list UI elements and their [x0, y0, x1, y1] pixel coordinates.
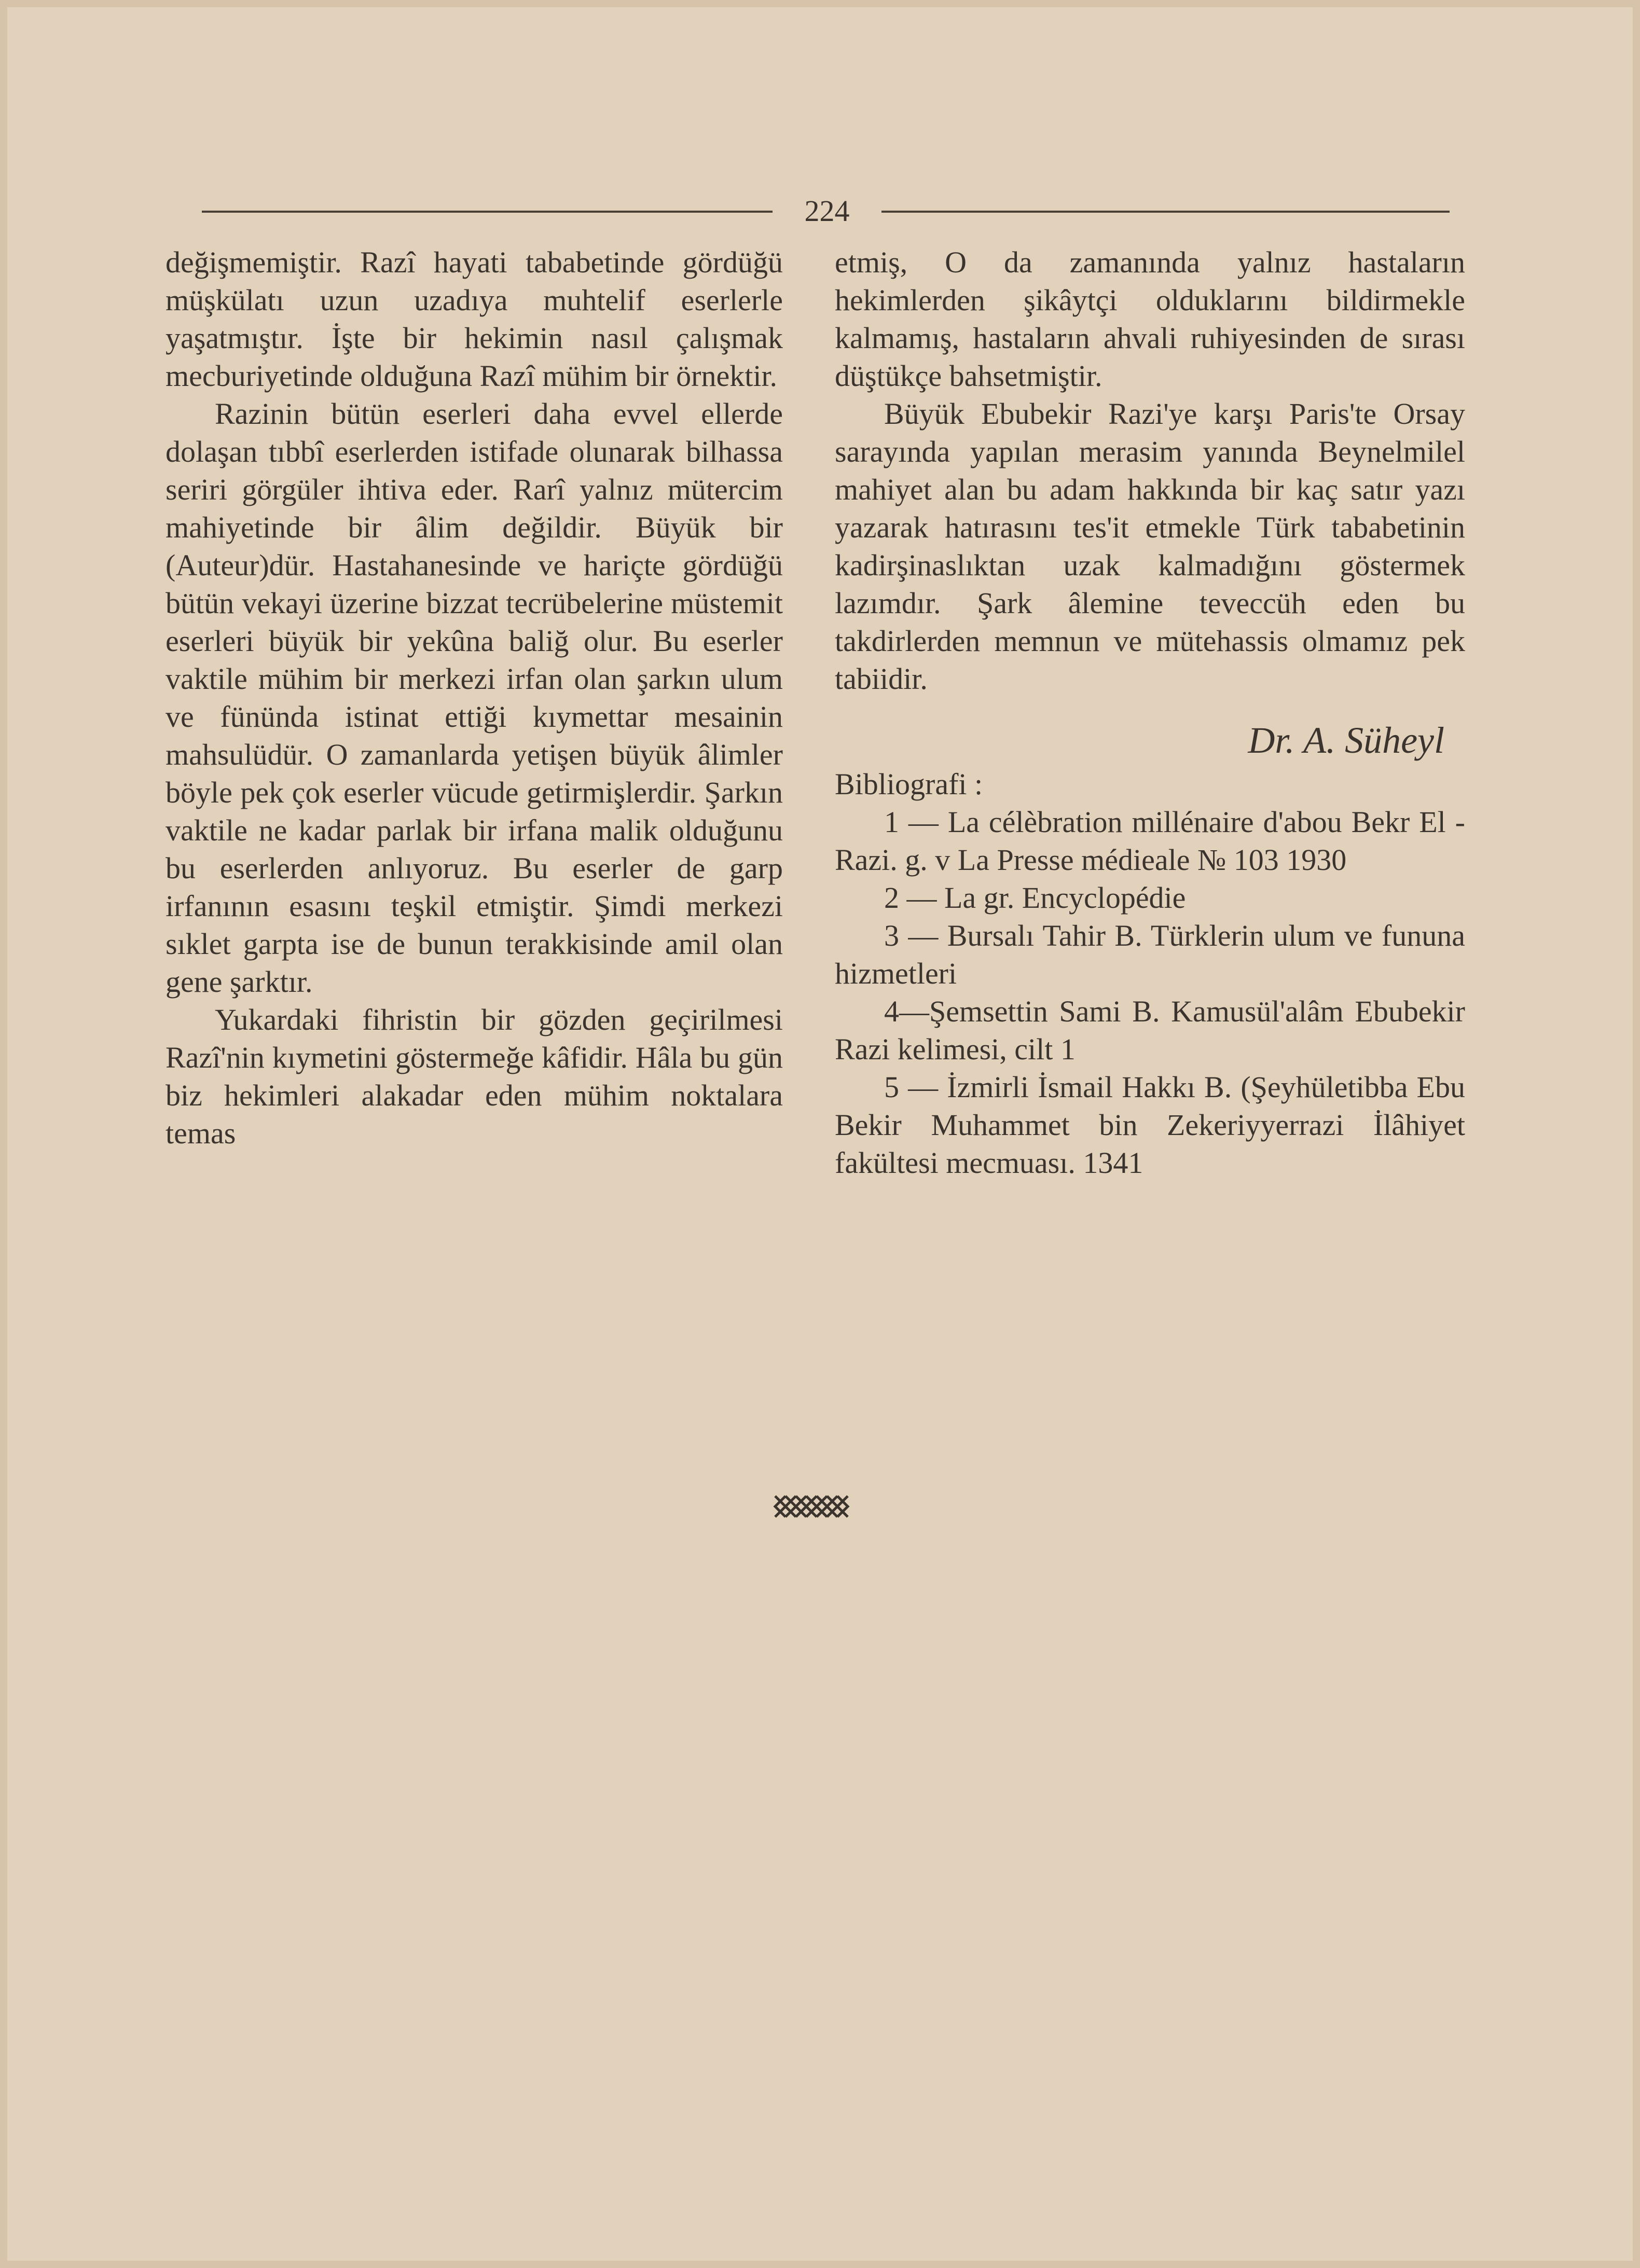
bibliography-item: 2 — La gr. Encyclopédie [884, 881, 1186, 915]
left-paragraph-1: değişmemiştir. Razî hayati tababetinde gördüğü müşkülatı uzun uzadıya muhtelif eserlerle yaşatmıştır. İşte bir hekimin nasıl çalışmak mecburiyetinde olduğuna Razî mühim bir örnektir. [166, 245, 783, 393]
right-column [835, 243, 1465, 1182]
left-paragraph-3: Yukardaki fihristin bir gözden geçirilmesi Razî'nin kıymetini göstermeğe kâfidir. Hâla bu gün biz hekimleri alakadar eden mühim noktalara temas [166, 1003, 783, 1150]
bibliography-item: 1 — La célèbration millénaire d'abou Bekr El - Razi. g. v La Presse médieale № 103 1930 [835, 805, 1465, 877]
left-paragraph-2: Razinin bütün eserleri daha evvel ellerde dolaşan tıbbî eserlerden istifade olunarak bilhassa seriri görgüler ihtiva eder. Rarî yalnız mütercim mahiyetinde bir âlim değildir. Büyük bir (Auteur)dür. Hastahanesinde ve hariçte gördüğü bütün vekayi üzerine bizzat tecrübelerine müstemit eserleri büyük bir yekûna baliğ olur. Bu eserler vaktile mühim bir merkezi irfan olan şarkın ulum ve fününda istinat ettiği kıymettar mesainin mahsulüdür. O zamanlarda yetişen büyük âlimler böyle pek çok eserler vücude getirmişlerdir. Şarkın vaktile ne kadar parlak bir irfana malik olduğunu bu eserlerden anlıyoruz. Bu eserler de garp irfanının esasını teşkil etmiştir. Şimdi merkezi sıklet garpta ise de bunun terakkisinde amil olan gene şarktır. [166, 397, 783, 999]
header-rule-right [881, 211, 1450, 213]
page-number: 224 [804, 194, 850, 228]
right-paragraph-1: etmiş, O da zamanında yalnız hastaların hekimlerden şikâytçi olduklarını bildirmekle kalmamış, hastaların ahvali ruhiyesinden de sırası düştükçe bahsetmiştir. [835, 245, 1465, 393]
bibliography-item: 3 — Bursalı Tahir B. Türklerin ulum ve fununa hizmetleri [835, 919, 1465, 990]
bibliography-item: 5 — İzmirli İsmail Hakkı B. (Şeyhületibba Ebu Bekir Muhammet bin Zekeriyyerrazi İlâhiyet fakültesi mecmuası. 1341 [835, 1070, 1465, 1180]
left-column [166, 243, 783, 1152]
page-header [202, 193, 1450, 229]
bibliography-title: Bibliografi : [835, 767, 983, 801]
header-rule-left [202, 211, 773, 213]
right-paragraph-2: Büyük Ebubekir Razi'ye karşı Paris'te Orsay sarayında yapılan merasim yanında Beynelmilel mahiyet alan bu adam hakkında bir kaç satır yazı yazarak hatırasını tes'it etmekle Türk tababetinin kadirşinaslıktan uzak kalmadığını göstermek lazımdır. Şark âlemine teveccüh eden bu takdirlerden memnun ve mütehassis olmamız pek tabiidir. [835, 397, 1465, 696]
ornament-icon [773, 1491, 850, 1522]
bibliography-item: 4—Şemsettin Sami B. Kamusül'alâm Ebubekir Razi kelimesi, cilt 1 [835, 994, 1465, 1066]
author-signature: Dr. A. Süheyl [1248, 720, 1444, 761]
